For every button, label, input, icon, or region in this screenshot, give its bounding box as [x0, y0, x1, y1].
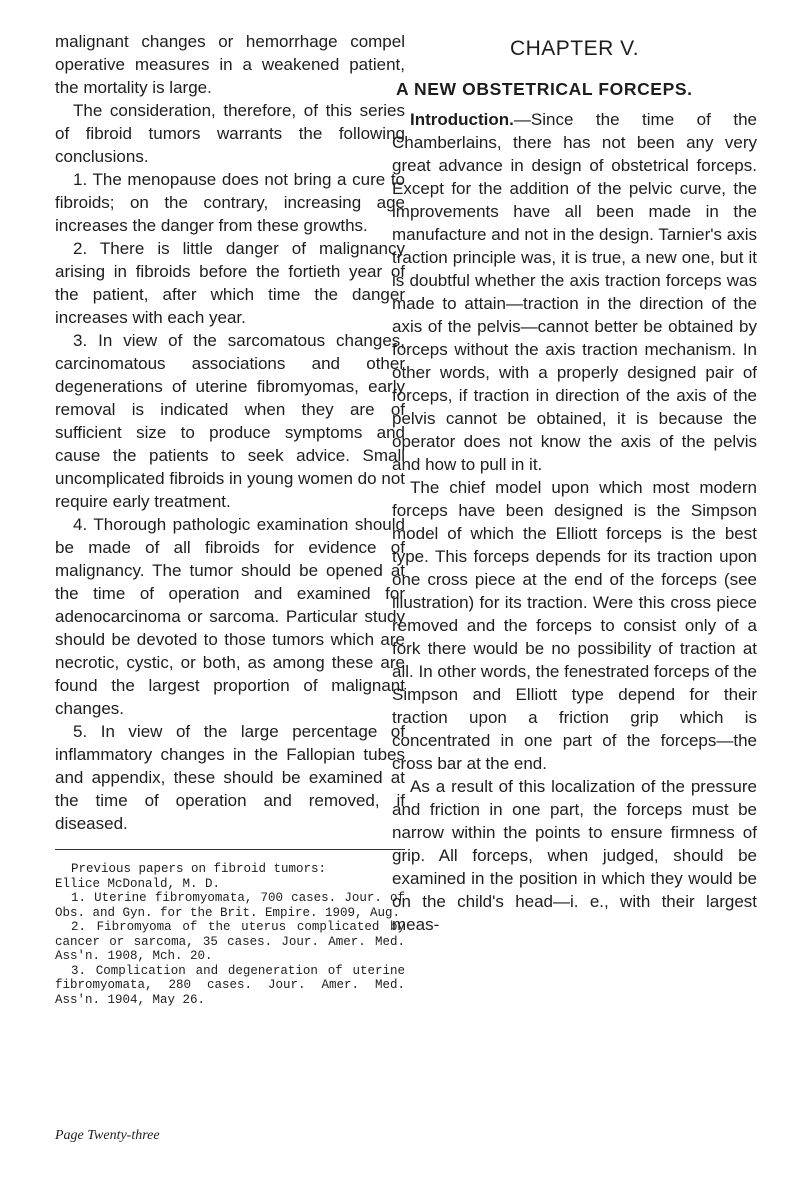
reference-item: 1. Uterine fibromyomata, 700 cases. Jour. of Obs. and Gyn. for the Brit. Empire. 1909, Aug.	[55, 891, 405, 920]
body-paragraph: The chief model upon which most modern forceps have been designed is the Simpson model of which the Elliott forceps is the best type. This forceps depends for its traction upon one cross piece at the end of the forceps (see illustration) for its traction. Were this cross piece removed and the forceps to consist only of a fork there would be no possibility of traction at all. In other words, the fenestrated forceps of the Simpson and Elliott type depend for their traction upon a friction grip which is concentrated in one part of the forceps—the cross bar at the end.	[392, 478, 757, 773]
conclusion-item: 1. The menopause does not bring a cure to fibroids; on the contrary, increasing age increases the danger from these growths.	[55, 170, 405, 235]
conclusion-item: 2. There is little danger of malignancy arising in fibroids before the fortieth year of the patient, after which time the danger increases with each year.	[55, 239, 405, 327]
left-column	[55, 30, 405, 1007]
body-paragraph: malignant changes or hemorrhage compel operative measures in a weakened patient, the mortality is large.	[55, 32, 405, 97]
conclusion-item: 5. In view of the large percentage of inflammatory changes in the Fallopian tubes and appendix, these should be examined at the time of operation and removed, if diseased.	[55, 722, 405, 833]
chapter-title: A NEW OBSTETRICAL FORCEPS.	[396, 79, 693, 99]
chapter-heading: CHAPTER V.	[509, 37, 640, 60]
intro-paragraph	[392, 108, 757, 476]
body-paragraph: The consideration, therefore, of this series of fibroid tumors warrants the following conclusions.	[55, 101, 405, 166]
intro-label: Introduction.	[410, 110, 514, 129]
conclusion-item: 4. Thorough pathologic examination should be made of all fibroids for evidence of malignancy. The tumor should be opened at the time of operation and examined for adenocarcinoma or sarcoma. Particular study should be devoted to those tumors which are necrotic, cystic, or both, as among these are found the largest proportion of malignant changes.	[55, 515, 405, 718]
right-column	[392, 30, 757, 936]
footnote-divider	[55, 849, 405, 850]
intro-text: —Since the time of the Chamberlains, there has not been any very great advance in design of obstetrical forceps. Except for the addition of the pelvic curve, the improvements have all been made in the manufacture and not in the design. Tarnier's axis traction principle was, it is true, a new one, but it is doubtful whether the axis traction forceps was made to attain—traction in the direction of the axis of the pelvis—cannot better be obtained by forceps without the axis traction mechanism. In other words, with a properly designed pair of forceps, if traction in direction of the axis of the pelvis cannot be obtained, it is because the operator does not know the axis of the pelvis and how to pull in it.	[392, 110, 757, 474]
reference-item: 2. Fibromyoma of the uterus complicated by cancer or sarcoma, 35 cases. Jour. Amer. Med. Ass'n. 1908, Mch. 20.	[55, 920, 405, 963]
references-block	[55, 862, 405, 1007]
conclusion-item: 3. In view of the sarcomatous changes, carcinomatous associations and other degenerations of uterine fibromyomas, early removal is indicated when they are of sufficient size to produce symptoms and cause the patients to seek advice. Small uncomplicated fibroids in young women do not require early treatment.	[55, 331, 405, 511]
references-heading: Previous papers on fibroid tumors:	[71, 862, 327, 876]
references-author: Ellice McDonald, M. D.	[55, 876, 221, 891]
reference-item: 3. Complication and degeneration of uterine fibromyomata, 280 cases. Jour. Amer. Med. Ass'n. 1904, May 26.	[55, 963, 405, 1007]
page-number-label: Page Twenty-three	[55, 1128, 160, 1143]
body-paragraph: As a result of this localization of the pressure and friction in one part, the forceps must be narrow within the points to ensure firmness of grip. All forceps, when judged, should be examined in the position in which they would be on the child's head—i. e., with their largest meas-	[392, 777, 757, 934]
